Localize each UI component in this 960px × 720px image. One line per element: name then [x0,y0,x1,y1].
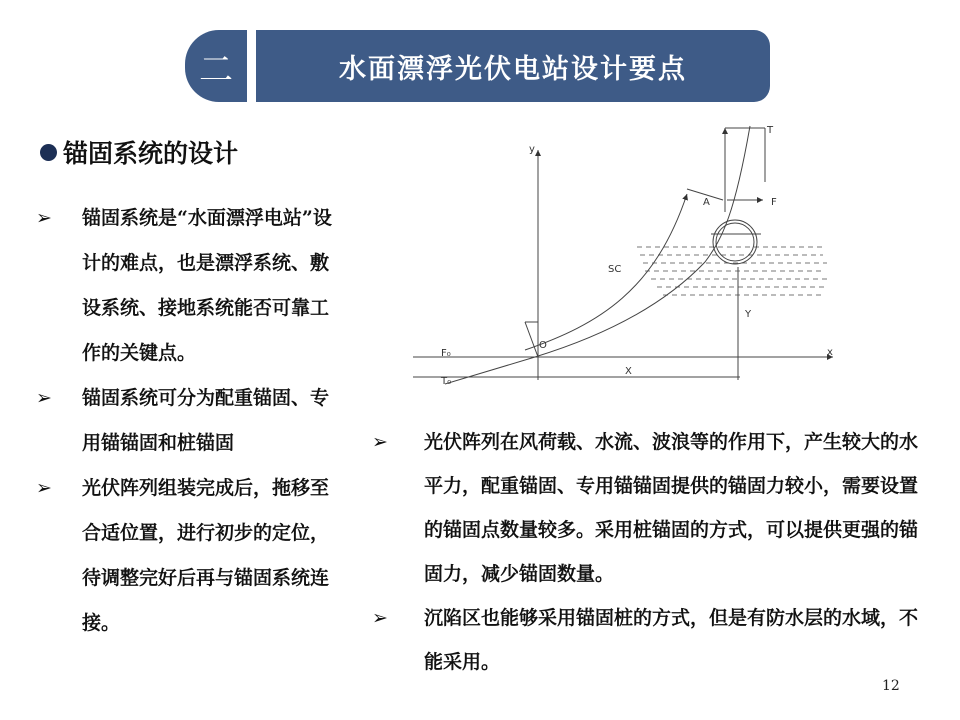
label-O: O [539,340,547,351]
cable-curve [535,126,750,357]
label-Y: Y [745,309,752,320]
right-bullet-1 [372,420,932,596]
label-y: y [529,144,535,155]
section-heading-text: 锚固系统的设计 [63,139,239,168]
label-T: T [767,125,774,136]
bullet-text: 沉陷区也能够采用锚固桩的方式，但是有防水层的水域，不能采用。 [424,607,919,673]
label-X: X [625,366,632,377]
label-F: F [771,197,777,208]
right-bullet-2 [372,596,932,684]
arrow-bullet-icon: ➢ [36,207,52,229]
label-SC: SC [608,264,622,275]
section-heading [40,134,238,170]
left-bullet-2 [36,376,344,466]
left-bullet-3 [36,466,344,646]
float-body [713,220,757,264]
label-x: x [827,347,833,358]
left-bullet-1 [36,196,344,376]
anchor-line [445,357,535,384]
anchor-force-diagram [405,112,865,402]
arrow-bullet-icon: ➢ [372,431,388,453]
page-title: 水面漂浮光伏电站设计要点 [256,30,770,102]
arrow-bullet-icon: ➢ [36,477,52,499]
bullet-text: 光伏阵列组装完成后，拖移至合适位置，进行初步的定位，待调整完好后再与锚固系统连接。 [82,477,330,634]
bullet-text: 锚固系统是“水面漂浮电站”设计的难点，也是漂浮系统、敷设系统、接地系统能否可靠工作的关键点。 [82,207,332,364]
bullet-text: 锚固系统可分为配重锚固、专用锚锚固和桩锚固 [82,387,330,454]
arrow-bullet-icon: ➢ [36,387,52,409]
bullet-text: 光伏阵列在风荷载、水流、波浪等的作用下，产生较大的水平力，配重锚固、专用锚锚固提供的锚固力较小，需要设置的锚固点数量较多。采用桩锚固的方式，可以提供更强的锚固力，减少锚固数量。 [424,431,919,585]
label-F0: F₀ [441,348,451,359]
water-hatching [637,247,829,295]
label-T0: T₀ [441,376,452,387]
right-bullet-list [372,420,932,684]
left-bullet-list [36,196,344,646]
bullet-dot-icon [40,144,57,161]
label-A: A [703,197,710,208]
arrow-bullet-icon: ➢ [372,607,388,629]
page-number: 12 [882,678,900,694]
section-number-badge: 二 [185,30,247,102]
